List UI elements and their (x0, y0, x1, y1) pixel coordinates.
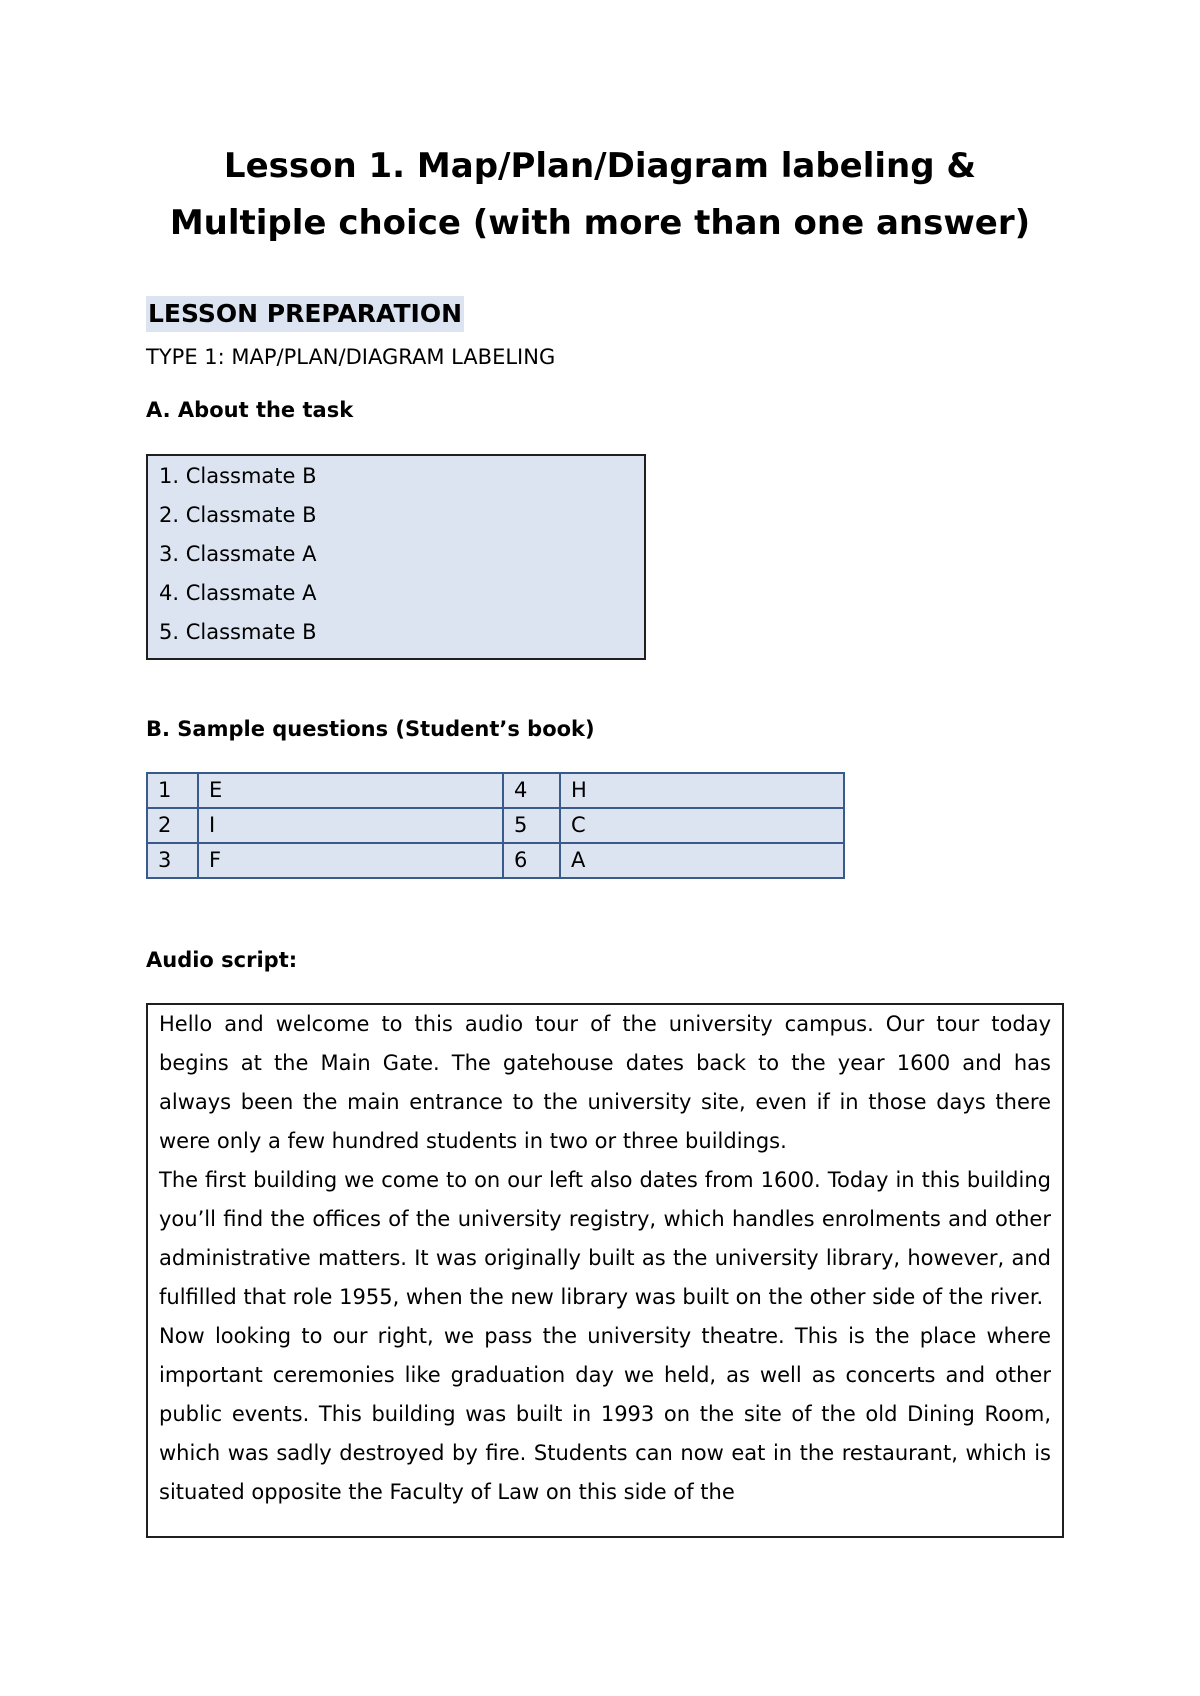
answer-item: 2. Classmate B (159, 503, 317, 527)
sample-questions-heading: B. Sample questions (Student’s book) (146, 717, 595, 741)
page-title: Lesson 1. Map/Plan/Diagram labeling & Multiple choice (with more than one answer) (169, 146, 1031, 243)
table-cell: 6 (503, 843, 560, 878)
table-row (147, 808, 844, 843)
answer-item: 4. Classmate A (159, 581, 317, 605)
answer-item: 3. Classmate A (159, 542, 317, 566)
table-cell: 5 (503, 808, 560, 843)
answer-item: 1. Classmate B (159, 464, 317, 488)
table-cell: 3 (147, 843, 198, 878)
table-cell: 4 (503, 773, 560, 808)
type-heading: TYPE 1: MAP/PLAN/DIAGRAM LABELING (146, 345, 556, 369)
table-cell: C (560, 808, 844, 843)
table-cell: E (198, 773, 503, 808)
table-cell: I (198, 808, 503, 843)
table-cell: F (198, 843, 503, 878)
table-cell: 1 (147, 773, 198, 808)
table-row (147, 773, 844, 808)
table-cell: A (560, 843, 844, 878)
script-paragraph: Hello and welcome to this audio tour of the university campus. Our tour today begins at the Main Gate. The gatehouse dates back to the year 1600 and has always been the main entrance to the university site, even if in those days there were only a few hundred students in two or three buildings. (159, 1012, 1051, 1153)
table-row (147, 843, 844, 878)
sample-answers-table (146, 772, 845, 879)
about-task-heading: A. About the task (146, 398, 354, 422)
answer-item: 5. Classmate B (159, 620, 317, 644)
table-cell: H (560, 773, 844, 808)
answer-list (159, 457, 644, 652)
table-cell: 2 (147, 808, 198, 843)
section-heading-lesson-preparation: LESSON PREPARATION (146, 296, 464, 332)
audio-script-heading: Audio script: (146, 948, 298, 972)
script-paragraph: Now looking to our right, we pass the university theatre. This is the place where important ceremonies like graduation day we held, as well as concerts and other public events. This building was built in 1993 on the site of the old Dining Room, which was sadly destroyed by fire. Students can now eat in the restaurant, which is situated opposite the Faculty of Law on this side of the (159, 1324, 1051, 1504)
about-task-answer-box (146, 454, 646, 660)
script-paragraph: The first building we come to on our left also dates from 1600. Today in this building you’ll find the offices of the university registry, which handles enrolments and other administrative matters. It was originally built as the university library, however, and fulfilled that role 1955, when the new library was built on the other side of the river. (159, 1168, 1051, 1309)
audio-script-box (146, 1003, 1064, 1538)
